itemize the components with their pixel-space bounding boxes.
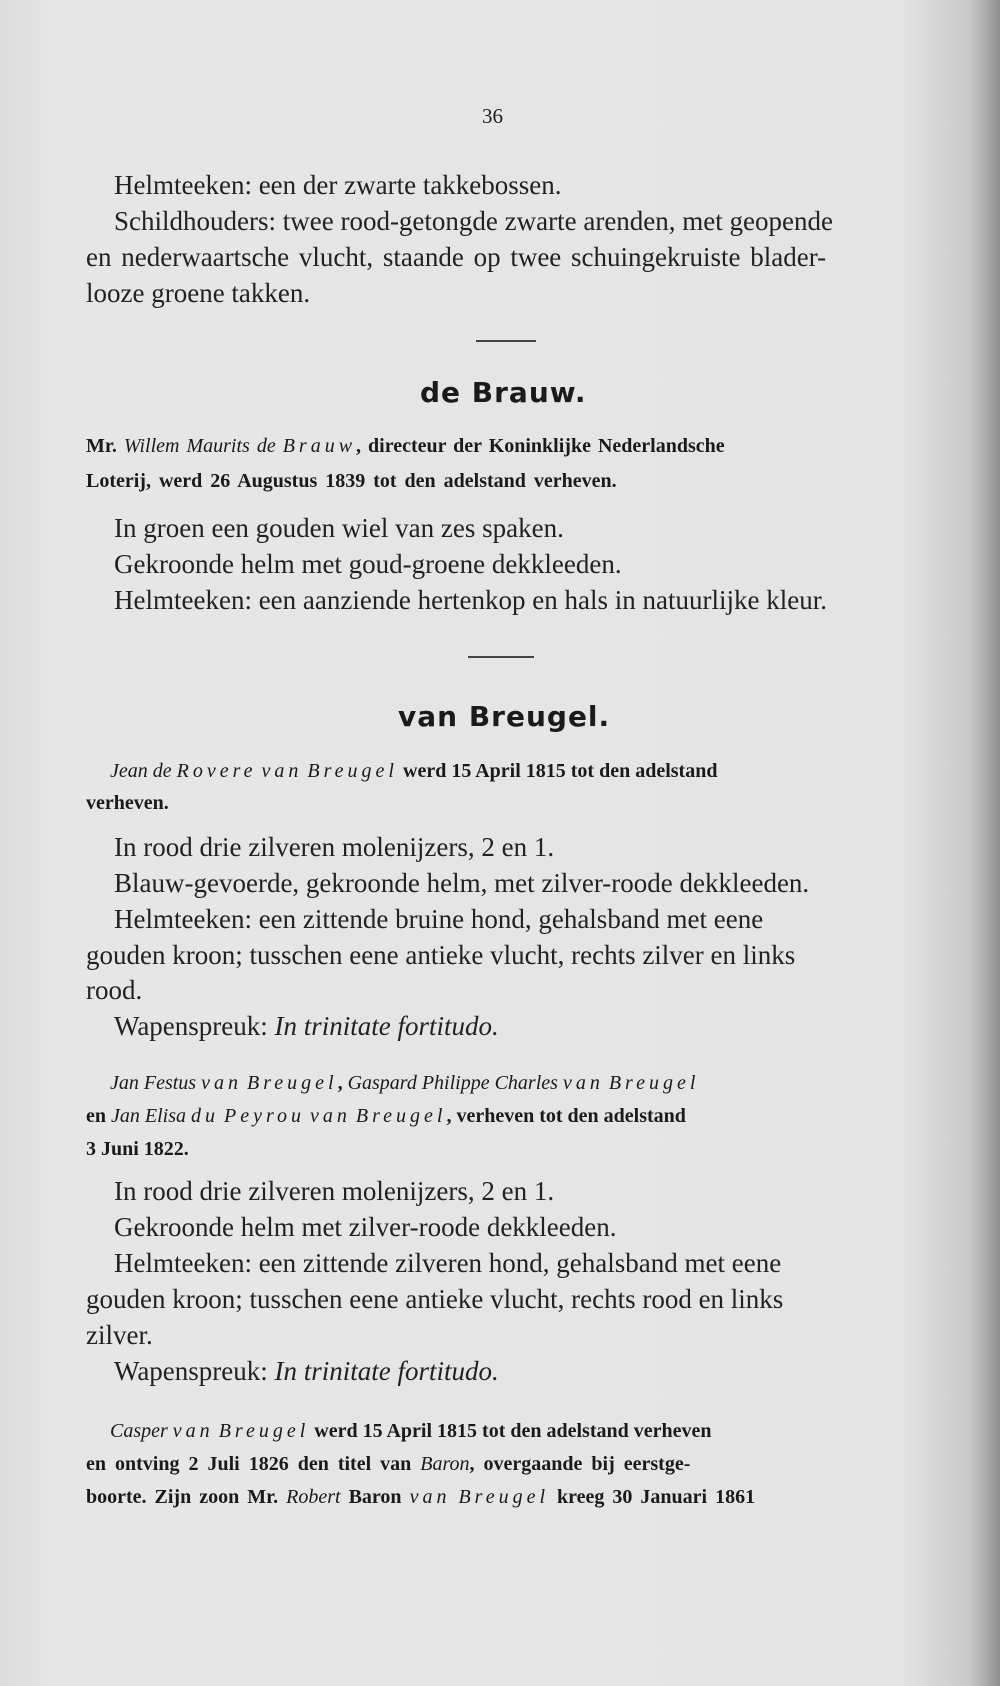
- text-run: en ontving 2 Juli 1826 den titel van: [86, 1453, 412, 1475]
- motto-text: In trinitate fortitudo.: [274, 1011, 499, 1041]
- breugel-paragraph-2-line-3: 3 Juni 1822.: [86, 1138, 189, 1160]
- person-name: Rovere: [176, 760, 257, 782]
- page-number: 36: [482, 104, 503, 128]
- section-heading-breugel: van Breugel.: [398, 700, 611, 733]
- text-run: , verheven tot den adelstand: [446, 1105, 686, 1127]
- name-particle: van: [172, 1420, 214, 1442]
- motto-label: Wapenspreuk:: [114, 1011, 268, 1041]
- text-run: werd 15 April 1815 tot den adelstand: [403, 760, 718, 782]
- person-name: Jan Festus: [110, 1072, 197, 1094]
- name-particle: van: [201, 1072, 242, 1094]
- text-run: werd 15 April 1815 tot den adelstand verheven: [314, 1420, 712, 1442]
- brauw-paragraph-line-2: Loterij, werd 26 Augustus 1839 tot den adelstand verheven.: [86, 470, 617, 492]
- person-name: Casper: [110, 1420, 168, 1442]
- brauw-arms-3: Helmteeken: een aanziende hertenkop en hals in natuurlijke kleur.: [114, 585, 827, 615]
- motto-text: In trinitate fortitudo.: [274, 1356, 499, 1386]
- breugel-arms-1-line-5: rood.: [86, 975, 143, 1005]
- surname: Peyrou: [224, 1105, 306, 1127]
- breugel-paragraph-3-line-2: [86, 1453, 690, 1476]
- surname: Breugel: [458, 1486, 550, 1508]
- crest-line: Helmteeken: een der zwarte takkebossen.: [114, 170, 562, 200]
- person-name: Willem Maurits: [123, 435, 250, 457]
- breugel-paragraph-2-line-1: [110, 1072, 699, 1095]
- name-particle: de: [256, 435, 276, 457]
- name-particle: van: [562, 1072, 604, 1094]
- text-run: boorte. Zijn zoon Mr.: [86, 1486, 279, 1508]
- breugel-paragraph-3-line-3: [86, 1486, 755, 1509]
- breugel-paragraph-1-line-1: [110, 760, 717, 783]
- section-divider-2: [468, 656, 534, 658]
- name-particle: van: [261, 760, 303, 782]
- title-text: Mr.: [86, 435, 117, 457]
- breugel-motto-2: [114, 1356, 499, 1387]
- person-name: Gaspard Philippe Charles: [347, 1072, 558, 1094]
- section-divider: [476, 340, 536, 342]
- name-particle: du: [191, 1105, 219, 1127]
- surname: Breugel: [355, 1105, 447, 1127]
- breugel-arms-2-line-2: Gekroonde helm met zilver-roode dekkleeden.: [114, 1212, 617, 1242]
- breugel-paragraph-1-line-2: verheven.: [86, 792, 169, 814]
- person-name: Jean de: [110, 760, 172, 782]
- text-run: , directeur der Koninklijke Nederlandsche: [356, 435, 725, 457]
- breugel-arms-2-line-4: gouden kroon; tusschen eene antieke vlucht, rechts rood en links: [86, 1284, 784, 1314]
- person-name: Robert: [286, 1486, 341, 1508]
- breugel-paragraph-3-line-1: [110, 1420, 711, 1443]
- brauw-arms-1: In groen een gouden wiel van zes spaken.: [114, 513, 564, 543]
- surname: Breugel: [246, 1072, 338, 1094]
- breugel-arms-1-line-2: Blauw-gevoerde, gekroonde helm, met zilver-roode dekkleeden.: [114, 868, 810, 898]
- title-word: Baron: [420, 1453, 470, 1475]
- text-run: ,: [337, 1072, 343, 1094]
- name-particle: van: [409, 1486, 451, 1508]
- section-heading-brauw: de Brauw.: [420, 376, 587, 409]
- breugel-paragraph-2-line-2: [86, 1105, 686, 1128]
- supporters-line-2: en nederwaartsche vlucht, staande op twee schuingekruiste blader-: [86, 242, 827, 272]
- surname: Breugel: [307, 760, 398, 782]
- breugel-arms-2-line-1: In rood drie zilveren molenijzers, 2 en 1.: [114, 1176, 555, 1206]
- breugel-arms-1-line-1: In rood drie zilveren molenijzers, 2 en 1.: [114, 832, 555, 862]
- breugel-motto-1: [114, 1011, 499, 1042]
- surname: Breugel: [608, 1072, 700, 1094]
- text-run: , overgaande bij eerstge-: [469, 1453, 691, 1475]
- breugel-arms-2-line-5: zilver.: [86, 1320, 153, 1350]
- text-run: en: [86, 1105, 106, 1127]
- breugel-arms-1-line-4: gouden kroon; tusschen eene antieke vlucht, rechts zilver en links: [86, 940, 796, 970]
- supporters-line: Schildhouders: twee rood-getongde zwarte arenden, met geopende: [114, 206, 833, 236]
- surname: Brauw: [282, 435, 357, 457]
- text-run: Baron: [348, 1486, 402, 1508]
- name-particle: van: [310, 1105, 351, 1127]
- person-name: Jan Elisa: [111, 1105, 186, 1127]
- brauw-arms-2: Gekroonde helm met goud-groene dekkleeden.: [114, 549, 622, 579]
- brauw-paragraph-line-1: [86, 435, 725, 458]
- supporters-line-3: looze groene takken.: [86, 278, 311, 308]
- motto-label: Wapenspreuk:: [114, 1356, 268, 1386]
- breugel-arms-2-line-3: Helmteeken: een zittende zilveren hond, gehalsband met eene: [114, 1248, 782, 1278]
- text-run: kreeg 30 Januari 1861: [557, 1486, 756, 1508]
- breugel-arms-1-line-3: Helmteeken: een zittende bruine hond, gehalsband met eene: [114, 904, 764, 934]
- surname: Breugel: [218, 1420, 310, 1442]
